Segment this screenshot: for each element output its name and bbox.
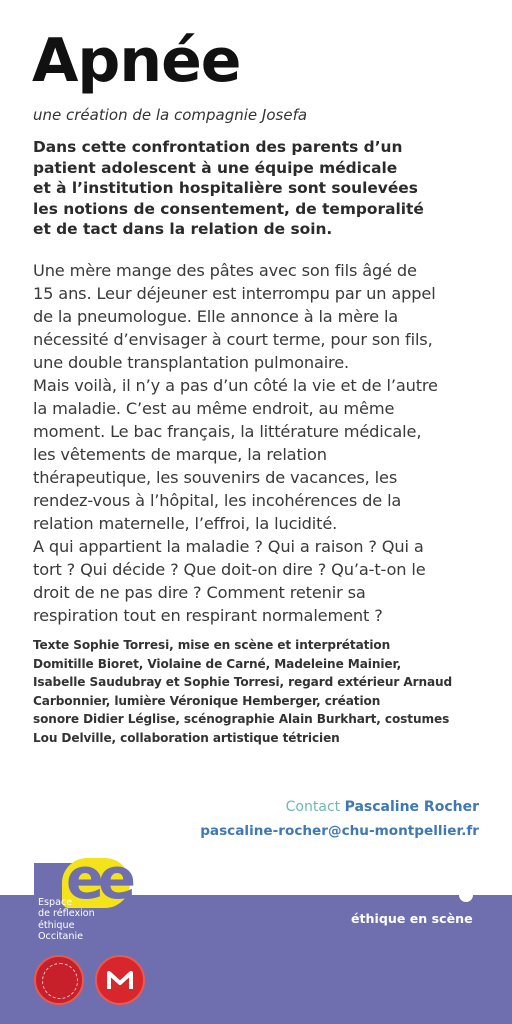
synopsis-line: une double transplantation pulmonaire. xyxy=(33,353,350,372)
lead-line: et à l’institution hospitalière sont soulevées xyxy=(33,179,418,198)
universite-montpellier-icon xyxy=(95,955,145,1005)
credits-line: Carbonnier, lumière Véronique Hemberger, création xyxy=(33,693,381,708)
contact-label: Contact xyxy=(285,799,341,815)
synopsis-line: droit de ne pas dire ? Comment retenir sa xyxy=(33,583,366,602)
credits-line: Texte Sophie Torresi, mise en scène et interprétation xyxy=(33,638,391,652)
lead-paragraph xyxy=(33,137,488,240)
synopsis-line: les vêtements de marque, la relation xyxy=(33,445,327,464)
logo-mark: ee xyxy=(66,847,130,912)
synopsis-line: moment. Le bac français, la littérature médicale, xyxy=(33,422,422,441)
credits-paragraph xyxy=(33,636,493,748)
synopsis-line: respiration tout en respirant normalement ? xyxy=(33,606,383,625)
synopsis-line: la maladie. C’est au même endroit, au même xyxy=(33,399,395,418)
lead-line: Dans cette confrontation des parents d’un xyxy=(33,138,403,156)
credits-line: sonore Didier Léglise, scénographie Alain Burkhart, costumes xyxy=(33,712,450,727)
logo-text-line: éthique xyxy=(38,919,75,931)
synopsis-line: 15 ans. Leur déjeuner est interrompu par un appel xyxy=(33,284,436,303)
logo-text-line: Espace xyxy=(38,897,73,908)
contact-line xyxy=(286,798,479,816)
logo-text xyxy=(38,897,138,942)
footer-tagline: éthique en scène xyxy=(351,911,473,926)
synopsis-line: nécessité d’envisager à court terme, pour son fils, xyxy=(33,330,433,349)
poster-title: Apnée xyxy=(32,26,241,96)
lead-line: les notions de consentement, de temporalité xyxy=(33,199,424,218)
poster-subtitle: une création de la compagnie Josefa xyxy=(33,106,308,124)
chu-seal-icon xyxy=(34,955,84,1005)
decorative-dot xyxy=(459,888,473,902)
logo-text-line: Occitanie xyxy=(38,930,84,942)
lead-line: patient adolescent à une équipe médicale xyxy=(33,158,398,177)
synopsis-line: thérapeutique, les souvenirs de vacances, les xyxy=(33,468,398,487)
credits-line: Lou Delville, collaboration artistique tétricien xyxy=(33,730,340,745)
synopsis-line: A qui appartient la maladie ? Qui a raison ? Qui a xyxy=(33,537,424,556)
synopsis-line: rendez-vous à l’hôpital, les incohérences de la xyxy=(33,491,402,510)
synopsis-paragraph xyxy=(33,259,493,627)
contact-name: Pascaline Rocher xyxy=(344,799,479,815)
credits-line: Isabelle Saudubray et Sophie Torresi, regard extérieur Arnaud xyxy=(33,675,453,690)
synopsis-line: Mais voilà, il n’y a pas d’un côté la vie et de l’autre xyxy=(33,376,438,395)
synopsis-line: Une mère mange des pâtes avec son fils âgé de xyxy=(33,261,417,280)
synopsis-line: relation maternelle, l’effroi, la lucidité. xyxy=(33,514,338,533)
contact-email-link[interactable]: pascaline-rocher@chu-montpellier.fr xyxy=(200,823,479,839)
synopsis-line: de la pneumologue. Elle annonce à la mère la xyxy=(33,307,399,326)
logo-text-line: de réflexion xyxy=(38,908,95,920)
synopsis-line: tort ? Qui décide ? Que doit-on dire ? Qu’a-t-on le xyxy=(33,560,426,579)
credits-line: Domitille Bioret, Violaine de Carné, Madeleine Mainier, xyxy=(33,656,402,671)
lead-line: et de tact dans la relation de soin. xyxy=(33,220,333,239)
universite-logo-glyph xyxy=(97,957,143,1003)
